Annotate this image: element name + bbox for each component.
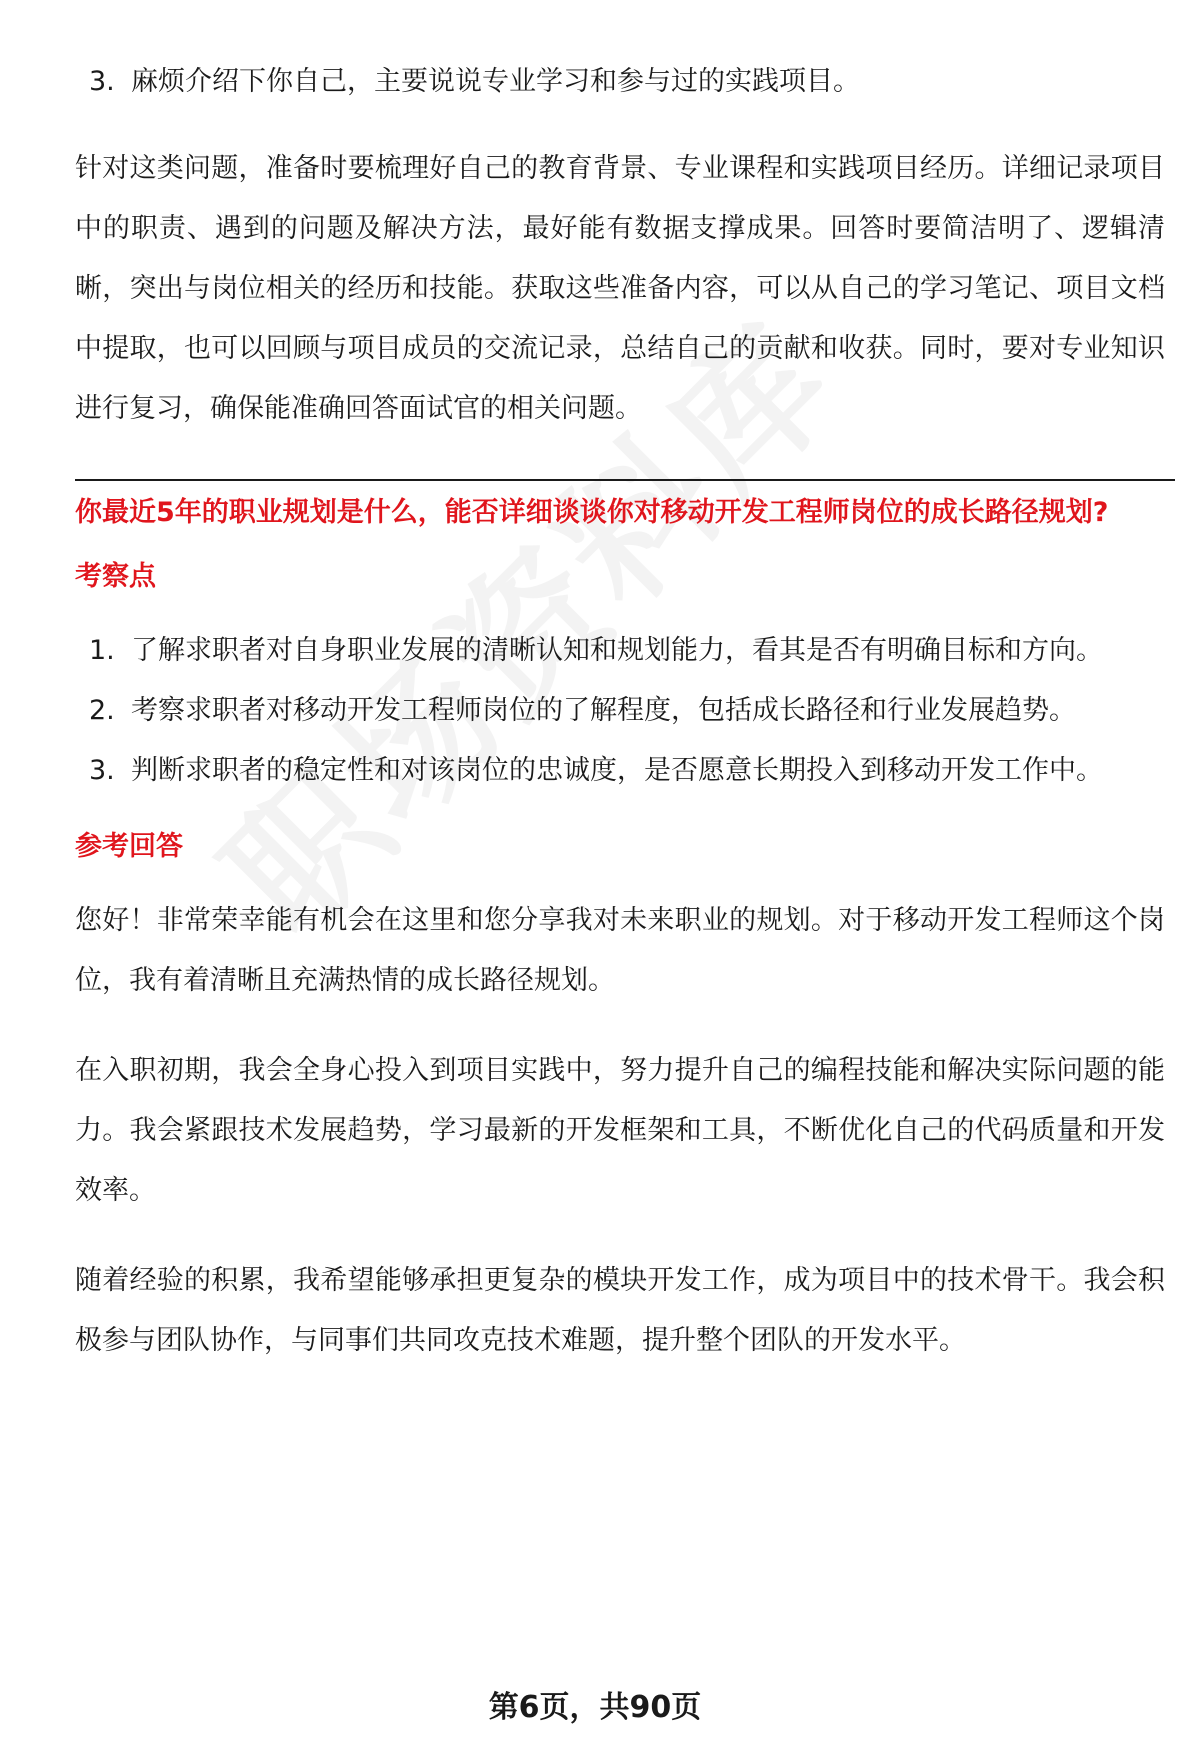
answer-paragraph: 随着经验的积累，我希望能够承担更复杂的模块开发工作，成为项目中的技术骨干。我会积极参与团队协作，与同事们共同攻克技术难题，提升整个团队的开发水平。 <box>75 1265 1165 1356</box>
kaochadian-heading: 考察点 <box>75 561 156 592</box>
list-item-number: 2. <box>89 695 115 726</box>
list-item-text: 考察求职者对移动开发工程师岗位的了解程度，包括成长路径和行业发展趋势。 <box>131 695 1076 726</box>
list-item-number: 3. <box>89 755 115 786</box>
list-item-number: 3. <box>89 66 115 97</box>
section-divider <box>75 479 1175 481</box>
list-item-text: 判断求职者的稳定性和对该岗位的忠诚度，是否愿意长期投入到移动开发工作中。 <box>131 755 1103 786</box>
list-item <box>75 52 1165 112</box>
list-item-text: 麻烦介绍下你自己，主要说说专业学习和参与过的实践项目。 <box>131 66 860 97</box>
list-item <box>75 741 1165 801</box>
intro-paragraph: 针对这类问题，准备时要梳理好自己的教育背景、专业课程和实践项目经历。详细记录项目中的职责、遇到的问题及解决方法，最好能有数据支撑成果。回答时要简洁明了、逻辑清晰，突出与岗位相关的经历和技能。获取这些准备内容，可以从自己的学习笔记、项目文档中提取，也可以回顾与项目成员的交流记录，总结自己的贡献和收获。同时，要对专业知识进行复习，确保能准确回答面试官的相关问题。 <box>75 153 1165 424</box>
list-item-number: 1. <box>89 635 115 666</box>
answer-paragraph: 在入职初期，我会全身心投入到项目实践中，努力提升自己的编程技能和解决实际问题的能力。我会紧跟技术发展趋势，学习最新的开发框架和工具，不断优化自己的代码质量和开发效率。 <box>75 1055 1165 1206</box>
question-title: 你最近5年的职业规划是什么，能否详细谈谈你对移动开发工程师岗位的成长路径规划? <box>75 497 1109 528</box>
page-content <box>75 52 1165 1371</box>
answer-heading: 参考回答 <box>75 831 183 862</box>
kaochadian-list <box>75 621 1165 801</box>
list-item <box>75 621 1165 681</box>
page-footer: 第6页，共90页 <box>488 1690 702 1725</box>
list-item-text: 了解求职者对自身职业发展的清晰认知和规划能力，看其是否有明确目标和方向。 <box>131 635 1103 666</box>
answer-paragraph: 您好！非常荣幸能有机会在这里和您分享我对未来职业的规划。对于移动开发工程师这个岗位，我有着清晰且充满热情的成长路径规划。 <box>75 905 1165 996</box>
list-item <box>75 681 1165 741</box>
previous-question-list <box>75 52 1165 112</box>
